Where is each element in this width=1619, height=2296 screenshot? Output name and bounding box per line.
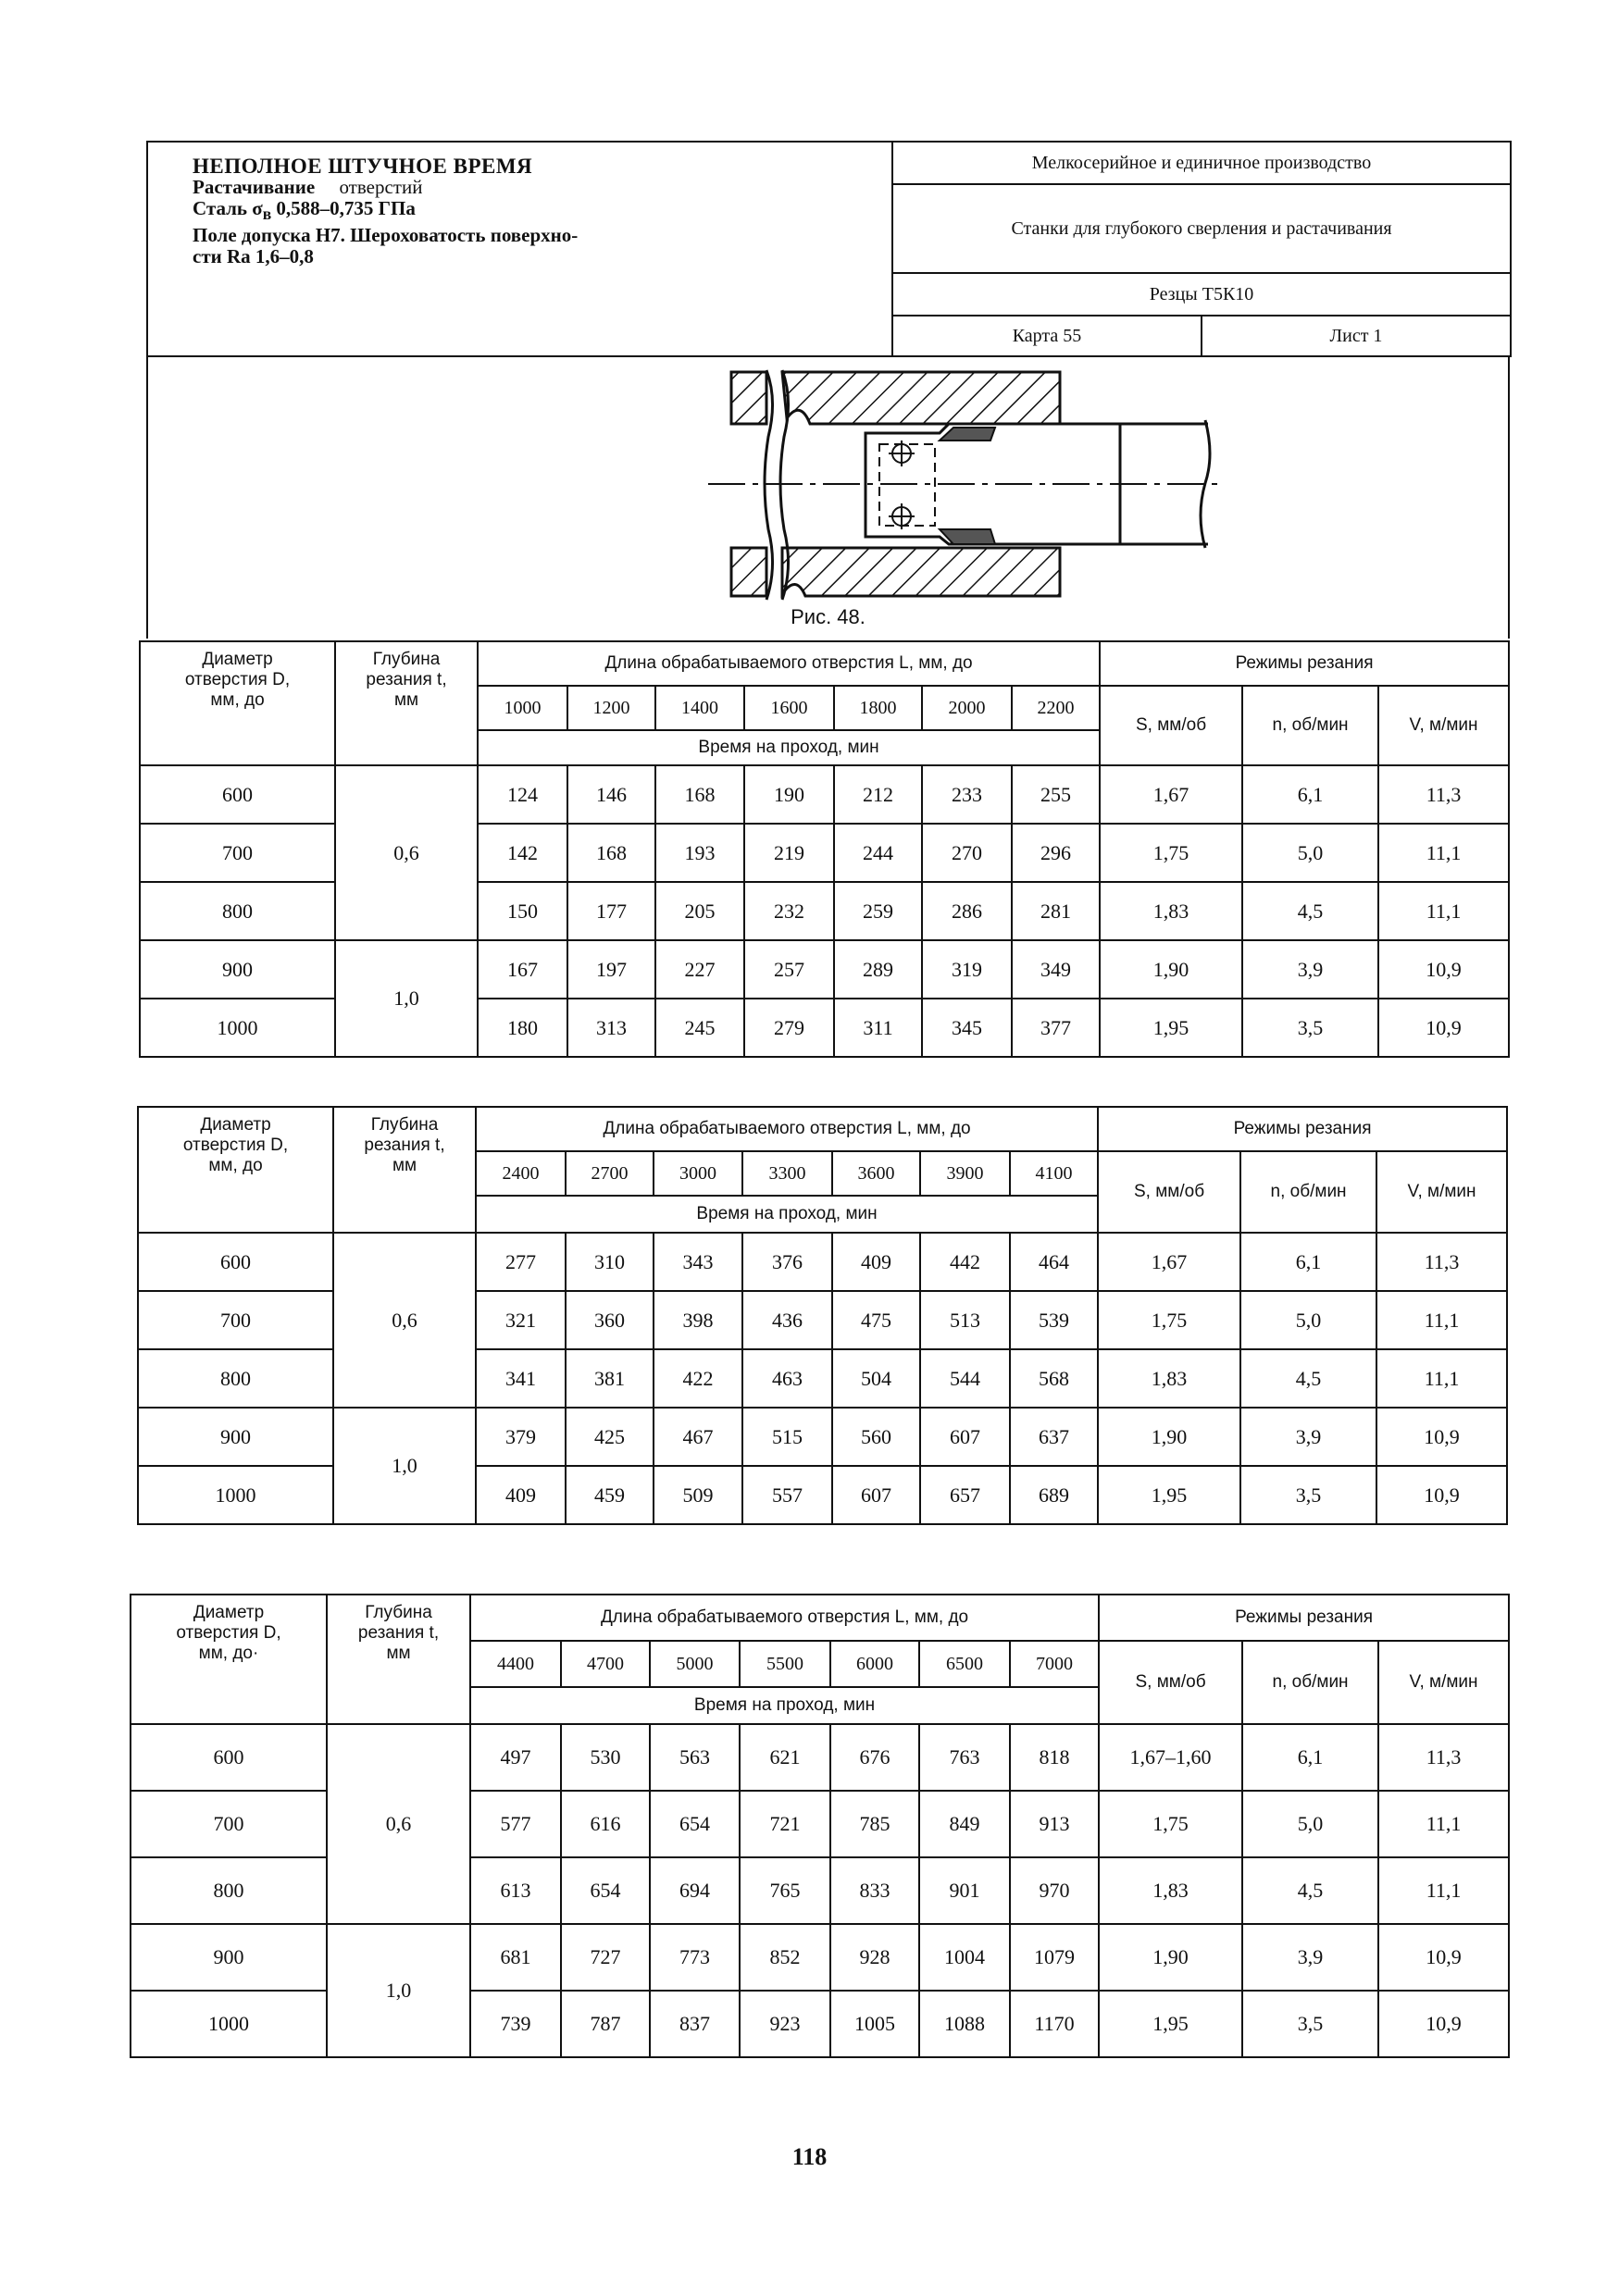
rpm-value: 5,0 (1240, 1291, 1376, 1349)
length-value: 2200 (1012, 686, 1100, 730)
time-value: 150 (478, 882, 567, 940)
table-row (138, 1408, 1507, 1466)
diameter-header-line: мм, до (208, 1156, 263, 1175)
feed-value: 1,75 (1099, 1791, 1242, 1857)
boring-drawing (629, 363, 1222, 605)
time-value: 168 (567, 824, 655, 882)
time-header: Время на проход, мин (478, 730, 1100, 765)
depth-header (335, 641, 478, 765)
diameter-value: 700 (131, 1791, 327, 1857)
rpm-value: 6,1 (1240, 1233, 1376, 1291)
time-value: 168 (655, 765, 744, 824)
diameter-value: 800 (138, 1349, 333, 1408)
diameter-value: 900 (138, 1408, 333, 1466)
depth-header-line: мм (393, 690, 419, 710)
diameter-value: 600 (140, 765, 335, 824)
feed-value: 1,75 (1100, 824, 1242, 882)
speed-value: 11,3 (1378, 1724, 1509, 1791)
diameter-header (138, 1107, 333, 1233)
time-value: 205 (655, 882, 744, 940)
diameter-value: 900 (131, 1924, 327, 1991)
time-table-1 (139, 640, 1510, 1066)
table-row (140, 940, 1509, 999)
length-value: 6500 (919, 1641, 1010, 1687)
time-value: 901 (919, 1857, 1010, 1924)
time-value: 849 (919, 1791, 1010, 1857)
time-value: 377 (1012, 999, 1100, 1057)
steel-label: Сталь σ (193, 197, 263, 219)
length-value: 4700 (561, 1641, 650, 1687)
feed-header: S, мм/об (1099, 1641, 1242, 1724)
time-value: 376 (742, 1233, 832, 1291)
time-value: 321 (476, 1291, 566, 1349)
rpm-value: 4,5 (1240, 1349, 1376, 1408)
time-value: 310 (566, 1233, 654, 1291)
rpm-value: 4,5 (1242, 1857, 1378, 1924)
length-value: 3000 (654, 1151, 742, 1196)
tool-type: Резцы Т5К10 (892, 273, 1511, 316)
length-value: 1200 (567, 686, 655, 730)
length-value: 3600 (832, 1151, 920, 1196)
time-header: Время на проход, мин (476, 1196, 1098, 1233)
feed-value: 1,90 (1100, 940, 1242, 999)
speed-value: 10,9 (1376, 1408, 1507, 1466)
time-value: 442 (920, 1233, 1010, 1291)
time-value: 657 (920, 1466, 1010, 1524)
time-table-2 (137, 1106, 1508, 1533)
rpm-value: 5,0 (1242, 1791, 1378, 1857)
diameter-value: 800 (140, 882, 335, 940)
modes-header: Режимы резания (1100, 641, 1509, 686)
diameter-header-line: Диаметр (200, 1115, 271, 1135)
time-value: 467 (654, 1408, 742, 1466)
length-value: 5500 (740, 1641, 830, 1687)
time-value: 124 (478, 765, 567, 824)
time-value: 681 (470, 1924, 561, 1991)
time-value: 818 (1010, 1724, 1099, 1791)
tolerance-text: Поле допуска Н7. Шероховатость поверхно- (193, 224, 579, 247)
time-value: 167 (478, 940, 567, 999)
time-value: 379 (476, 1408, 566, 1466)
workpiece-left-bottom (731, 548, 766, 596)
operation-label: Растачивание (193, 176, 316, 198)
time-value: 464 (1010, 1233, 1098, 1291)
time-value: 422 (654, 1349, 742, 1408)
time-value: 232 (744, 882, 834, 940)
time-table-3 (130, 1594, 1510, 2058)
time-value: 727 (561, 1924, 650, 1991)
length-value: 2400 (476, 1151, 566, 1196)
depth-value: 1,0 (333, 1408, 476, 1524)
speed-value: 10,9 (1378, 1924, 1509, 1991)
rpm-header: n, об/мин (1240, 1151, 1376, 1233)
depth-header (327, 1595, 470, 1724)
time-value: 311 (834, 999, 922, 1057)
rpm-value: 3,9 (1242, 1924, 1378, 1991)
time-value: 833 (830, 1857, 919, 1924)
time-value: 319 (922, 940, 1012, 999)
length-value: 4400 (470, 1641, 561, 1687)
time-value: 180 (478, 999, 567, 1057)
feed-value: 1,95 (1100, 999, 1242, 1057)
time-value: 190 (744, 765, 834, 824)
length-value: 3300 (742, 1151, 832, 1196)
feed-value: 1,83 (1098, 1349, 1240, 1408)
length-header: Длина обрабатываемого отверстия L, мм, до (478, 641, 1100, 686)
figure-area (146, 355, 1510, 639)
length-header: Длина обрабатываемого отверстия L, мм, до (476, 1107, 1098, 1151)
time-value: 425 (566, 1408, 654, 1466)
time-value: 923 (740, 1991, 830, 2057)
time-value: 1088 (919, 1991, 1010, 2057)
workpiece-bottom-wall (782, 548, 1060, 596)
speed-value: 11,1 (1378, 1791, 1509, 1857)
depth-value: 1,0 (327, 1924, 470, 2057)
time-value: 245 (655, 999, 744, 1057)
speed-value: 11,1 (1378, 824, 1509, 882)
diameter-value: 900 (140, 940, 335, 999)
feed-value: 1,95 (1099, 1991, 1242, 2057)
length-value: 3900 (920, 1151, 1010, 1196)
diameter-header-line: Диаметр (202, 650, 273, 669)
table-separator (140, 1057, 1509, 1066)
operation-object: отверстий (339, 176, 423, 198)
time-value: 763 (919, 1724, 1010, 1791)
page-number: 118 (791, 2143, 828, 2170)
length-value: 1800 (834, 686, 922, 730)
machine-type: Станки для глубокого сверления и растачивания (892, 184, 1511, 273)
time-value: 913 (1010, 1791, 1099, 1857)
length-value: 2000 (922, 686, 1012, 730)
diameter-value: 600 (131, 1724, 327, 1791)
length-value: 1400 (655, 686, 744, 730)
time-value: 227 (655, 940, 744, 999)
rpm-header: n, об/мин (1242, 1641, 1378, 1724)
depth-header-line: резания t, (357, 1623, 440, 1643)
diameter-header-line: отверстия D, (176, 1623, 281, 1643)
time-value: 739 (470, 1991, 561, 2057)
steel-value: 0,588–0,735 ГПа (271, 197, 416, 219)
time-value: 654 (561, 1857, 650, 1924)
speed-value: 10,9 (1378, 999, 1509, 1057)
time-value: 259 (834, 882, 922, 940)
time-value: 286 (922, 882, 1012, 940)
feed-value: 1,83 (1099, 1857, 1242, 1924)
roughness-text: сти Ra 1,6–0,8 (193, 245, 314, 268)
time-value: 928 (830, 1924, 919, 1991)
feed-header: S, мм/об (1098, 1151, 1240, 1233)
time-value: 676 (830, 1724, 919, 1791)
length-value: 4100 (1010, 1151, 1098, 1196)
rpm-value: 4,5 (1242, 882, 1378, 940)
workpiece-left-top (731, 372, 766, 424)
time-value: 219 (744, 824, 834, 882)
depth-header-line: Глубина (370, 1115, 439, 1135)
time-value: 694 (650, 1857, 740, 1924)
depth-header-line: Глубина (365, 1603, 432, 1622)
time-value: 341 (476, 1349, 566, 1408)
feed-value: 1,90 (1099, 1924, 1242, 1991)
modes-header: Режимы резания (1099, 1595, 1509, 1641)
length-value: 5000 (650, 1641, 740, 1687)
time-value: 409 (476, 1466, 566, 1524)
speed-value: 11,1 (1378, 882, 1509, 940)
diameter-value: 1000 (131, 1991, 327, 2057)
time-value: 1005 (830, 1991, 919, 2057)
speed-value: 10,9 (1378, 940, 1509, 999)
time-value: 212 (834, 765, 922, 824)
time-value: 577 (470, 1791, 561, 1857)
rpm-value: 3,9 (1242, 940, 1378, 999)
diameter-value: 700 (138, 1291, 333, 1349)
time-value: 409 (832, 1233, 920, 1291)
time-value: 277 (476, 1233, 566, 1291)
time-value: 616 (561, 1791, 650, 1857)
diameter-value: 800 (131, 1857, 327, 1924)
header-description (147, 142, 892, 356)
table-row (138, 1233, 1507, 1291)
header-title: НЕПОЛНОЕ ШТУЧНОЕ ВРЕМЯ (193, 155, 533, 178)
depth-value: 0,6 (327, 1724, 470, 1924)
time-value: 837 (650, 1991, 740, 2057)
time-value: 721 (740, 1791, 830, 1857)
table-separator (138, 1524, 1507, 1533)
speed-value: 10,9 (1376, 1466, 1507, 1524)
time-value: 513 (920, 1291, 1010, 1349)
time-value: 233 (922, 765, 1012, 824)
depth-value: 0,6 (333, 1233, 476, 1408)
modes-header: Режимы резания (1098, 1107, 1507, 1151)
time-value: 436 (742, 1291, 832, 1349)
diameter-value: 700 (140, 824, 335, 882)
time-value: 544 (920, 1349, 1010, 1408)
time-value: 563 (650, 1724, 740, 1791)
time-value: 177 (567, 882, 655, 940)
time-value: 654 (650, 1791, 740, 1857)
time-value: 773 (650, 1924, 740, 1991)
speed-header: V, м/мин (1376, 1151, 1507, 1233)
time-value: 257 (744, 940, 834, 999)
time-value: 539 (1010, 1291, 1098, 1349)
time-value: 345 (922, 999, 1012, 1057)
time-value: 509 (654, 1466, 742, 1524)
figure-caption: Рис. 48. (791, 605, 866, 628)
time-value: 785 (830, 1791, 919, 1857)
speed-value: 11,1 (1376, 1291, 1507, 1349)
steel-subscript: в (262, 205, 272, 224)
time-value: 787 (561, 1991, 650, 2057)
diameter-header-line: Диаметр (193, 1603, 265, 1622)
time-value: 560 (832, 1408, 920, 1466)
time-value: 463 (742, 1349, 832, 1408)
depth-header-line: мм (392, 1156, 417, 1175)
rpm-value: 5,0 (1242, 824, 1378, 882)
time-value: 1170 (1010, 1991, 1099, 2057)
feed-header: S, мм/об (1100, 686, 1242, 765)
time-value: 1079 (1010, 1924, 1099, 1991)
length-value: 1000 (478, 686, 567, 730)
time-value: 281 (1012, 882, 1100, 940)
speed-value: 11,1 (1376, 1349, 1507, 1408)
depth-header-line: мм (386, 1644, 411, 1663)
time-value: 360 (566, 1291, 654, 1349)
diameter-header-line: мм, до (210, 690, 265, 710)
time-value: 852 (740, 1924, 830, 1991)
diameter-value: 1000 (138, 1466, 333, 1524)
time-value: 381 (566, 1349, 654, 1408)
diameter-value: 600 (138, 1233, 333, 1291)
time-value: 398 (654, 1291, 742, 1349)
time-header: Время на проход, мин (470, 1687, 1099, 1724)
sheet-number: Лист 1 (1202, 316, 1511, 356)
time-value: 244 (834, 824, 922, 882)
feed-value: 1,83 (1100, 882, 1242, 940)
feed-value: 1,90 (1098, 1408, 1240, 1466)
table-row (131, 1724, 1509, 1791)
length-header: Длина обрабатываемого отверстия L, мм, до (470, 1595, 1099, 1641)
time-value: 459 (566, 1466, 654, 1524)
diameter-value: 1000 (140, 999, 335, 1057)
time-value: 621 (740, 1724, 830, 1791)
card-header (146, 141, 1512, 357)
diameter-header (140, 641, 335, 765)
feed-value: 1,67 (1098, 1233, 1240, 1291)
rpm-header: n, об/мин (1242, 686, 1378, 765)
time-value: 343 (654, 1233, 742, 1291)
rpm-value: 3,5 (1242, 1991, 1378, 2057)
time-value: 613 (470, 1857, 561, 1924)
length-value: 2700 (566, 1151, 654, 1196)
feed-value: 1,75 (1098, 1291, 1240, 1349)
time-value: 497 (470, 1724, 561, 1791)
time-value: 349 (1012, 940, 1100, 999)
time-value: 313 (567, 999, 655, 1057)
workpiece-top-wall (782, 372, 1060, 424)
length-value: 6000 (830, 1641, 919, 1687)
depth-header-line: резания t, (366, 670, 447, 689)
time-value: 289 (834, 940, 922, 999)
time-value: 270 (922, 824, 1012, 882)
time-value: 142 (478, 824, 567, 882)
time-value: 607 (920, 1408, 1010, 1466)
time-value: 515 (742, 1408, 832, 1466)
rpm-value: 6,1 (1242, 1724, 1378, 1791)
time-value: 197 (567, 940, 655, 999)
time-value: 475 (832, 1291, 920, 1349)
time-value: 970 (1010, 1857, 1099, 1924)
card-number: Карта 55 (892, 316, 1202, 356)
diameter-header (131, 1595, 327, 1724)
time-value: 607 (832, 1466, 920, 1524)
depth-header-line: резания t, (364, 1136, 445, 1155)
time-value: 568 (1010, 1349, 1098, 1408)
diameter-header-line: отверстия D, (182, 1136, 289, 1155)
time-value: 279 (744, 999, 834, 1057)
time-value: 255 (1012, 765, 1100, 824)
time-value: 530 (561, 1724, 650, 1791)
rpm-value: 3,5 (1242, 999, 1378, 1057)
speed-header: V, м/мин (1378, 1641, 1509, 1724)
time-value: 193 (655, 824, 744, 882)
depth-value: 0,6 (335, 765, 478, 940)
time-value: 146 (567, 765, 655, 824)
depth-header-line: Глубина (372, 650, 441, 669)
feed-value: 1,67–1,60 (1099, 1724, 1242, 1791)
length-value: 7000 (1010, 1641, 1099, 1687)
time-value: 689 (1010, 1466, 1098, 1524)
feed-value: 1,95 (1098, 1466, 1240, 1524)
speed-value: 11,1 (1378, 1857, 1509, 1924)
time-value: 765 (740, 1857, 830, 1924)
rpm-value: 3,5 (1240, 1466, 1376, 1524)
rpm-value: 6,1 (1242, 765, 1378, 824)
depth-value: 1,0 (335, 940, 478, 1057)
time-value: 637 (1010, 1408, 1098, 1466)
time-value: 504 (832, 1349, 920, 1408)
time-value: 296 (1012, 824, 1100, 882)
length-value: 1600 (744, 686, 834, 730)
time-value: 1004 (919, 1924, 1010, 1991)
table-row (140, 765, 1509, 824)
speed-header: V, м/мин (1378, 686, 1509, 765)
production-type: Мелкосерийное и единичное производство (892, 142, 1511, 184)
rpm-value: 3,9 (1240, 1408, 1376, 1466)
table-row (131, 1924, 1509, 1991)
diameter-header-line: мм, до· (198, 1644, 259, 1663)
speed-value: 11,3 (1378, 765, 1509, 824)
speed-value: 11,3 (1376, 1233, 1507, 1291)
diameter-header-line: отверстия D, (184, 670, 291, 689)
speed-value: 10,9 (1378, 1991, 1509, 2057)
time-value: 557 (742, 1466, 832, 1524)
feed-value: 1,67 (1100, 765, 1242, 824)
depth-header (333, 1107, 476, 1233)
